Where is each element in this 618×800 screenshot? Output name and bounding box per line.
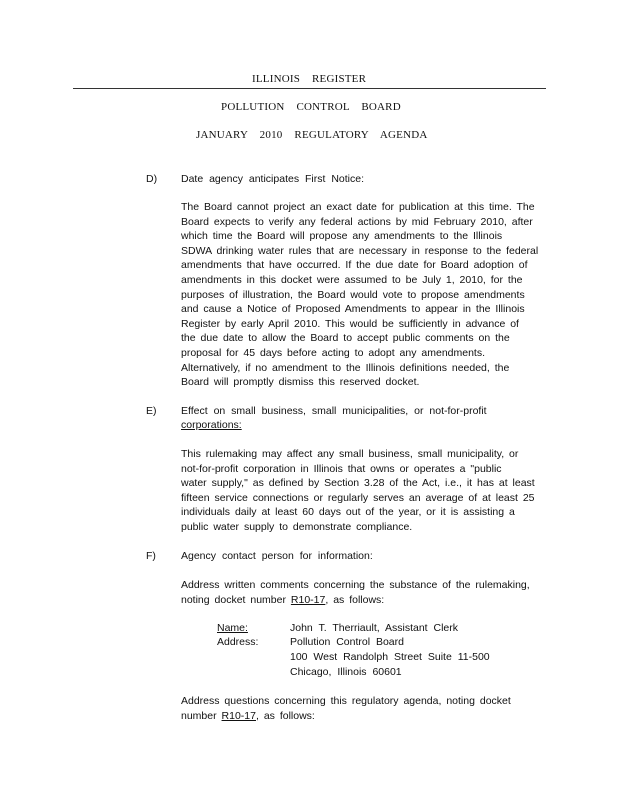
board-title: POLLUTION CONTROL BOARD [221, 101, 401, 113]
text-line: Register by early April 2010. This would be sufficiently in advance of [181, 317, 519, 330]
name-label: Name: [217, 622, 248, 634]
contact-name: John T. Therriault, Assistant Clerk [290, 622, 459, 634]
text-line: amendments in this docket were assumed to be July 1, 2010, for the [181, 273, 523, 286]
text-line: Address written comments concerning the substance of the rulemaking, [181, 579, 530, 591]
docket-number: R10-17 [290, 593, 326, 606]
text-line [181, 709, 511, 724]
section-f-title: Agency contact person for information: [181, 550, 373, 562]
text-line: and cause a Notice of Proposed Amendments to appear in the Illinois [181, 303, 525, 316]
address-line: 100 West Randolph Street Suite 11-500 [290, 651, 490, 663]
text-line: water supply," as defined by Section 3.28 of the Act, i.e., it has at least [181, 477, 535, 490]
text-line: public water supply to demonstrate compliance. [181, 520, 413, 533]
questions-paragraph [181, 694, 511, 723]
text-line: individuals daily at least 60 days out of the year, or it is assisting a [181, 506, 515, 519]
text-line: The Board cannot project an exact date for publication at this time. The [181, 201, 535, 213]
text-line: fifteen service connections or regularly serves an average of at least 25 [181, 491, 535, 504]
text-line: SDWA drinking water rules that are necessary in response to the federal [181, 244, 539, 257]
section-f-label: F) [146, 550, 156, 562]
section-e-paragraph [181, 447, 535, 535]
text-line: Alternatively, if no amendment to the Illinois definitions needed, the [181, 361, 510, 374]
header-divider [73, 88, 546, 89]
text-line: proposal for 45 days before acting to adopt any amendments. [181, 346, 486, 359]
register-title: ILLINOIS REGISTER [252, 73, 367, 85]
text-line: the due date to allow the Board to accept public comments on the [181, 332, 510, 345]
written-comments-paragraph [181, 578, 530, 607]
text-line [181, 593, 530, 608]
docket-prefix: number [181, 709, 217, 722]
text-line: This rulemaking may affect any small business, small municipality, or [181, 448, 519, 460]
address-label: Address: [217, 636, 259, 648]
text-line: Board expects to verify any federal actions by mid February 2010, after [181, 215, 533, 228]
docket-number: R10-17 [221, 709, 256, 722]
text-line: amendments that have occurred. If the due date for Board adoption of [181, 259, 528, 272]
section-d-paragraph [181, 200, 538, 390]
section-e-title: Effect on small business, small municipalities, or not-for-profit [181, 405, 487, 417]
text-line: purposes of illustration, the Board would vote to propose amendments [181, 288, 525, 301]
section-e-label: E) [146, 405, 157, 417]
text-line: which time the Board will propose any amendments to the Illinois [181, 230, 503, 243]
address-line: Chicago, Illinois 60601 [290, 666, 402, 678]
text-line: Address questions concerning this regulatory agenda, noting docket [181, 695, 511, 707]
section-d-label: D) [146, 173, 158, 185]
text-line: Board will promptly dismiss this reserved docket. [181, 376, 420, 389]
section-e-title-cont: corporations: [181, 419, 242, 431]
docket-suffix: , as follows: [325, 593, 385, 606]
docket-suffix: , as follows: [255, 709, 315, 722]
docket-prefix: noting docket number [181, 593, 286, 606]
text-line: not-for-profit corporation in Illinois that owns or operates a "public [181, 462, 502, 475]
section-d-title: Date agency anticipates First Notice: [181, 173, 364, 185]
address-line: Pollution Control Board [290, 636, 404, 648]
agenda-title: JANUARY 2010 REGULATORY AGENDA [196, 129, 428, 141]
